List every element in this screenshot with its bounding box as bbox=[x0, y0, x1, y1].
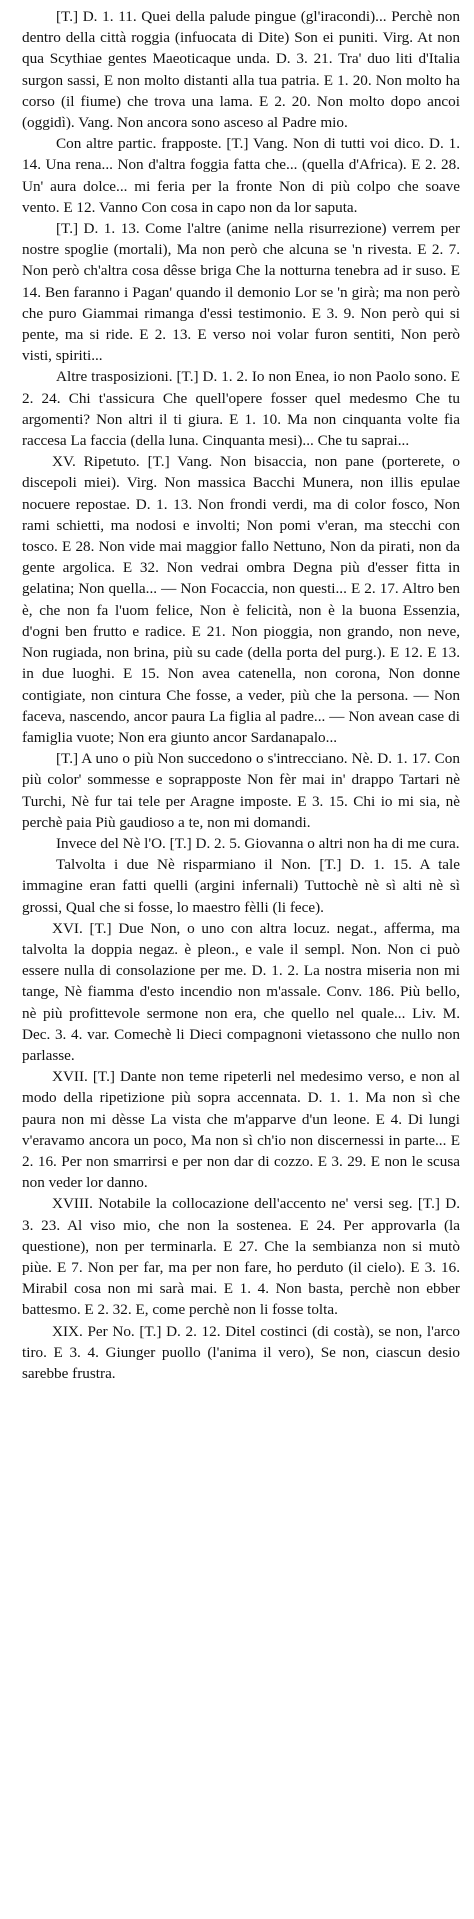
section-heading-paragraph: XVIII. Notabile la collocazione dell'accento ne' versi seg. [T.] D. 3. 23. Al viso mio, che non la sostenea. E 24. Per approvarla (la questione), non per terminarla. E 27. Che la sembianza non si mutò piùe. E 7. Non per far, ma per non fare, ho perduto (il cielo). E 3. 16. Mirabil cosa non mi sarà mai. E 1. 4. Non basta, perchè non ebber battesmo. E 2. 32. E, come perchè non li fosse tolta. bbox=[22, 1195, 460, 1319]
section-heading-paragraph: XVI. [T.] Due Non, o uno con altra locuz. negat., afferma, ma talvolta la doppia negaz. è pleon., e vale il sempl. Non. Non ci può essere nulla di consolazione per me. D. 1. 2. La nostra miseria non mi tange, Nè fiamma d'esto incendio non m'assale. Conv. 186. Più bello, nè più profittevole sermone non era, che quello nel quale... Liv. M. Dec. 3. 4. var. Comechè li Dieci compagnoni vietassono che nullo non parlasse. bbox=[22, 919, 460, 1064]
entry-paragraph: Invece del Nè l'O. [T.] D. 2. 5. Giovanna o altri non ha di me cura. bbox=[56, 834, 460, 852]
entry-paragraph: Talvolta i due Nè risparmiano il Non. [T.] D. 1. 15. A tale immagine eran fatti quelli (argini infernali) Tuttochè nè sì alti nè sì grossi, Qual che si fosse, lo maestro fèlli (li fece). bbox=[22, 856, 460, 916]
entry-paragraph: [T.] D. 1. 13. Come l'altre (anime nella risurrezione) verrem per nostre spoglie (mortali), Ma non però che alcuna se 'n rivesta. E 2. 7. Non però ch'altra cosa dêsse briga Che la notturna tenebra ad ir suso. E 14. Ben faranno i Pagan' quando il demonio Lor se 'n girà; ma non però che puro Giammai rimanga d'essi testimonio. E 3. 9. Non però qui si pente, ma si ride. E 2. 13. E verso noi volar furon sentiti, Non però visti, spiriti... bbox=[22, 220, 460, 365]
entry-paragraph: [T.] D. 1. 11. Quei della palude pingue (gl'iracondi)... Perchè non dentro della città roggia (infuocata di Dite) Son ei puniti. Virg. At non qua Scythiae gentes Maeoticaque unda. D. 3. 21. Tra' duo liti d'Italia surgon sassi, E non molto distanti alla tua patria. E 1. 20. Non molto ha corso (il fiume) che trova una lama. E 2. 20. Non molto dopo ancoi (oggidì). Vang. Non ancora sono asceso al Padre mio. bbox=[22, 8, 460, 132]
entry-paragraph: Altre trasposizioni. [T.] D. 1. 2. Io non Enea, io non Paolo sono. E 2. 24. Chi t'assicura Che quell'opere fosser quel medesmo Che tu argomenti? Non altri il ti giura. E 1. 10. Ma non cinquanta volte fia raccesa La faccia (della luna. Cinquanta mesi)... Che tu saprai... bbox=[22, 368, 460, 450]
entry-paragraph: Con altre partic. frapposte. [T.] Vang. Non di tutti voi dico. D. 1. 14. Una rena... Non d'altra foggia fatta che... (quella d'Africa). E 2. 28. Un' aura dolce... mi feria per la fronte Non di più colpo che soave vento. E 12. Vanno Con cosa in capo non da lor saputa. bbox=[22, 135, 460, 216]
section-heading-paragraph: XVII. [T.] Dante non teme ripeterli nel medesimo verso, e non al modo della ripetizione più sopra accennata. D. 1. 1. Ma non sì che paura non mi dèsse La vista che m'apparve d'un leone. E 4. Di lungi v'eravamo ancora un poco, Ma non sì ch'io non discernessi in parte... E 2. 16. Per non smarrirsi e per non dar di cozzo. E 3. 29. E non le scusa non veder lor danno. bbox=[22, 1068, 460, 1192]
section-heading-paragraph: XIX. Per No. [T.] D. 2. 12. Ditel costinci (di costà), se non, l'arco tiro. E 3. 4. Giunger puollo (l'anima il vero), Se non, ciascun desio sarebbe frustra. bbox=[22, 1322, 460, 1382]
section-heading-paragraph: XV. Ripetuto. [T.] Vang. Non bisaccia, non pane (porterete, o discepoli miei). Virg. Non massica Bacchi Munera, non illis epulae nocuere repostae. D. 1. 13. Non frondi verdi, ma di color fosco, Non rami schietti, ma nodosi e involti; Non pomi v'eran, ma stecchi con tosco. E 28. Non vide mai maggior fallo Nettuno, Non da pirati, non da gente argolica. E 32. Non vedrai ombra Degna più d'esser fitta in gelatina; Non quella... — Non Focaccia, non questi... E 2. 17. Altro ben è, che non fa l'uom felice, Non è felicità, non è la buona Essenzia, d'ogni ben frutto e radice. E 21. Non pioggia, non grando, non neve, Non rugiada, non brina, più su cade (della porta del purg.). E 12. E 13. in due luoghi. E 15. Non avea catenella, non corona, Non donne contigiate, non cintura Che fosse, a veder, più che la persona. — Non faceva, nascendo, ancor paura La figlia al padre... — Non avean case di famiglia vuote; Non era giunto ancor Sardanapalo... bbox=[22, 453, 460, 746]
entry-paragraph: [T.] A uno o più Non succedono o s'intrecciano. Nè. D. 1. 17. Con più color' sommesse e soprapposte Non fèr mai in' drappo Tartari nè Turchi, Nè fur tai tele per Aragne imposte. E 3. 15. Chi io mi sia, nè perchè paia Più gaudioso a te, non mi domandi. bbox=[22, 750, 460, 831]
